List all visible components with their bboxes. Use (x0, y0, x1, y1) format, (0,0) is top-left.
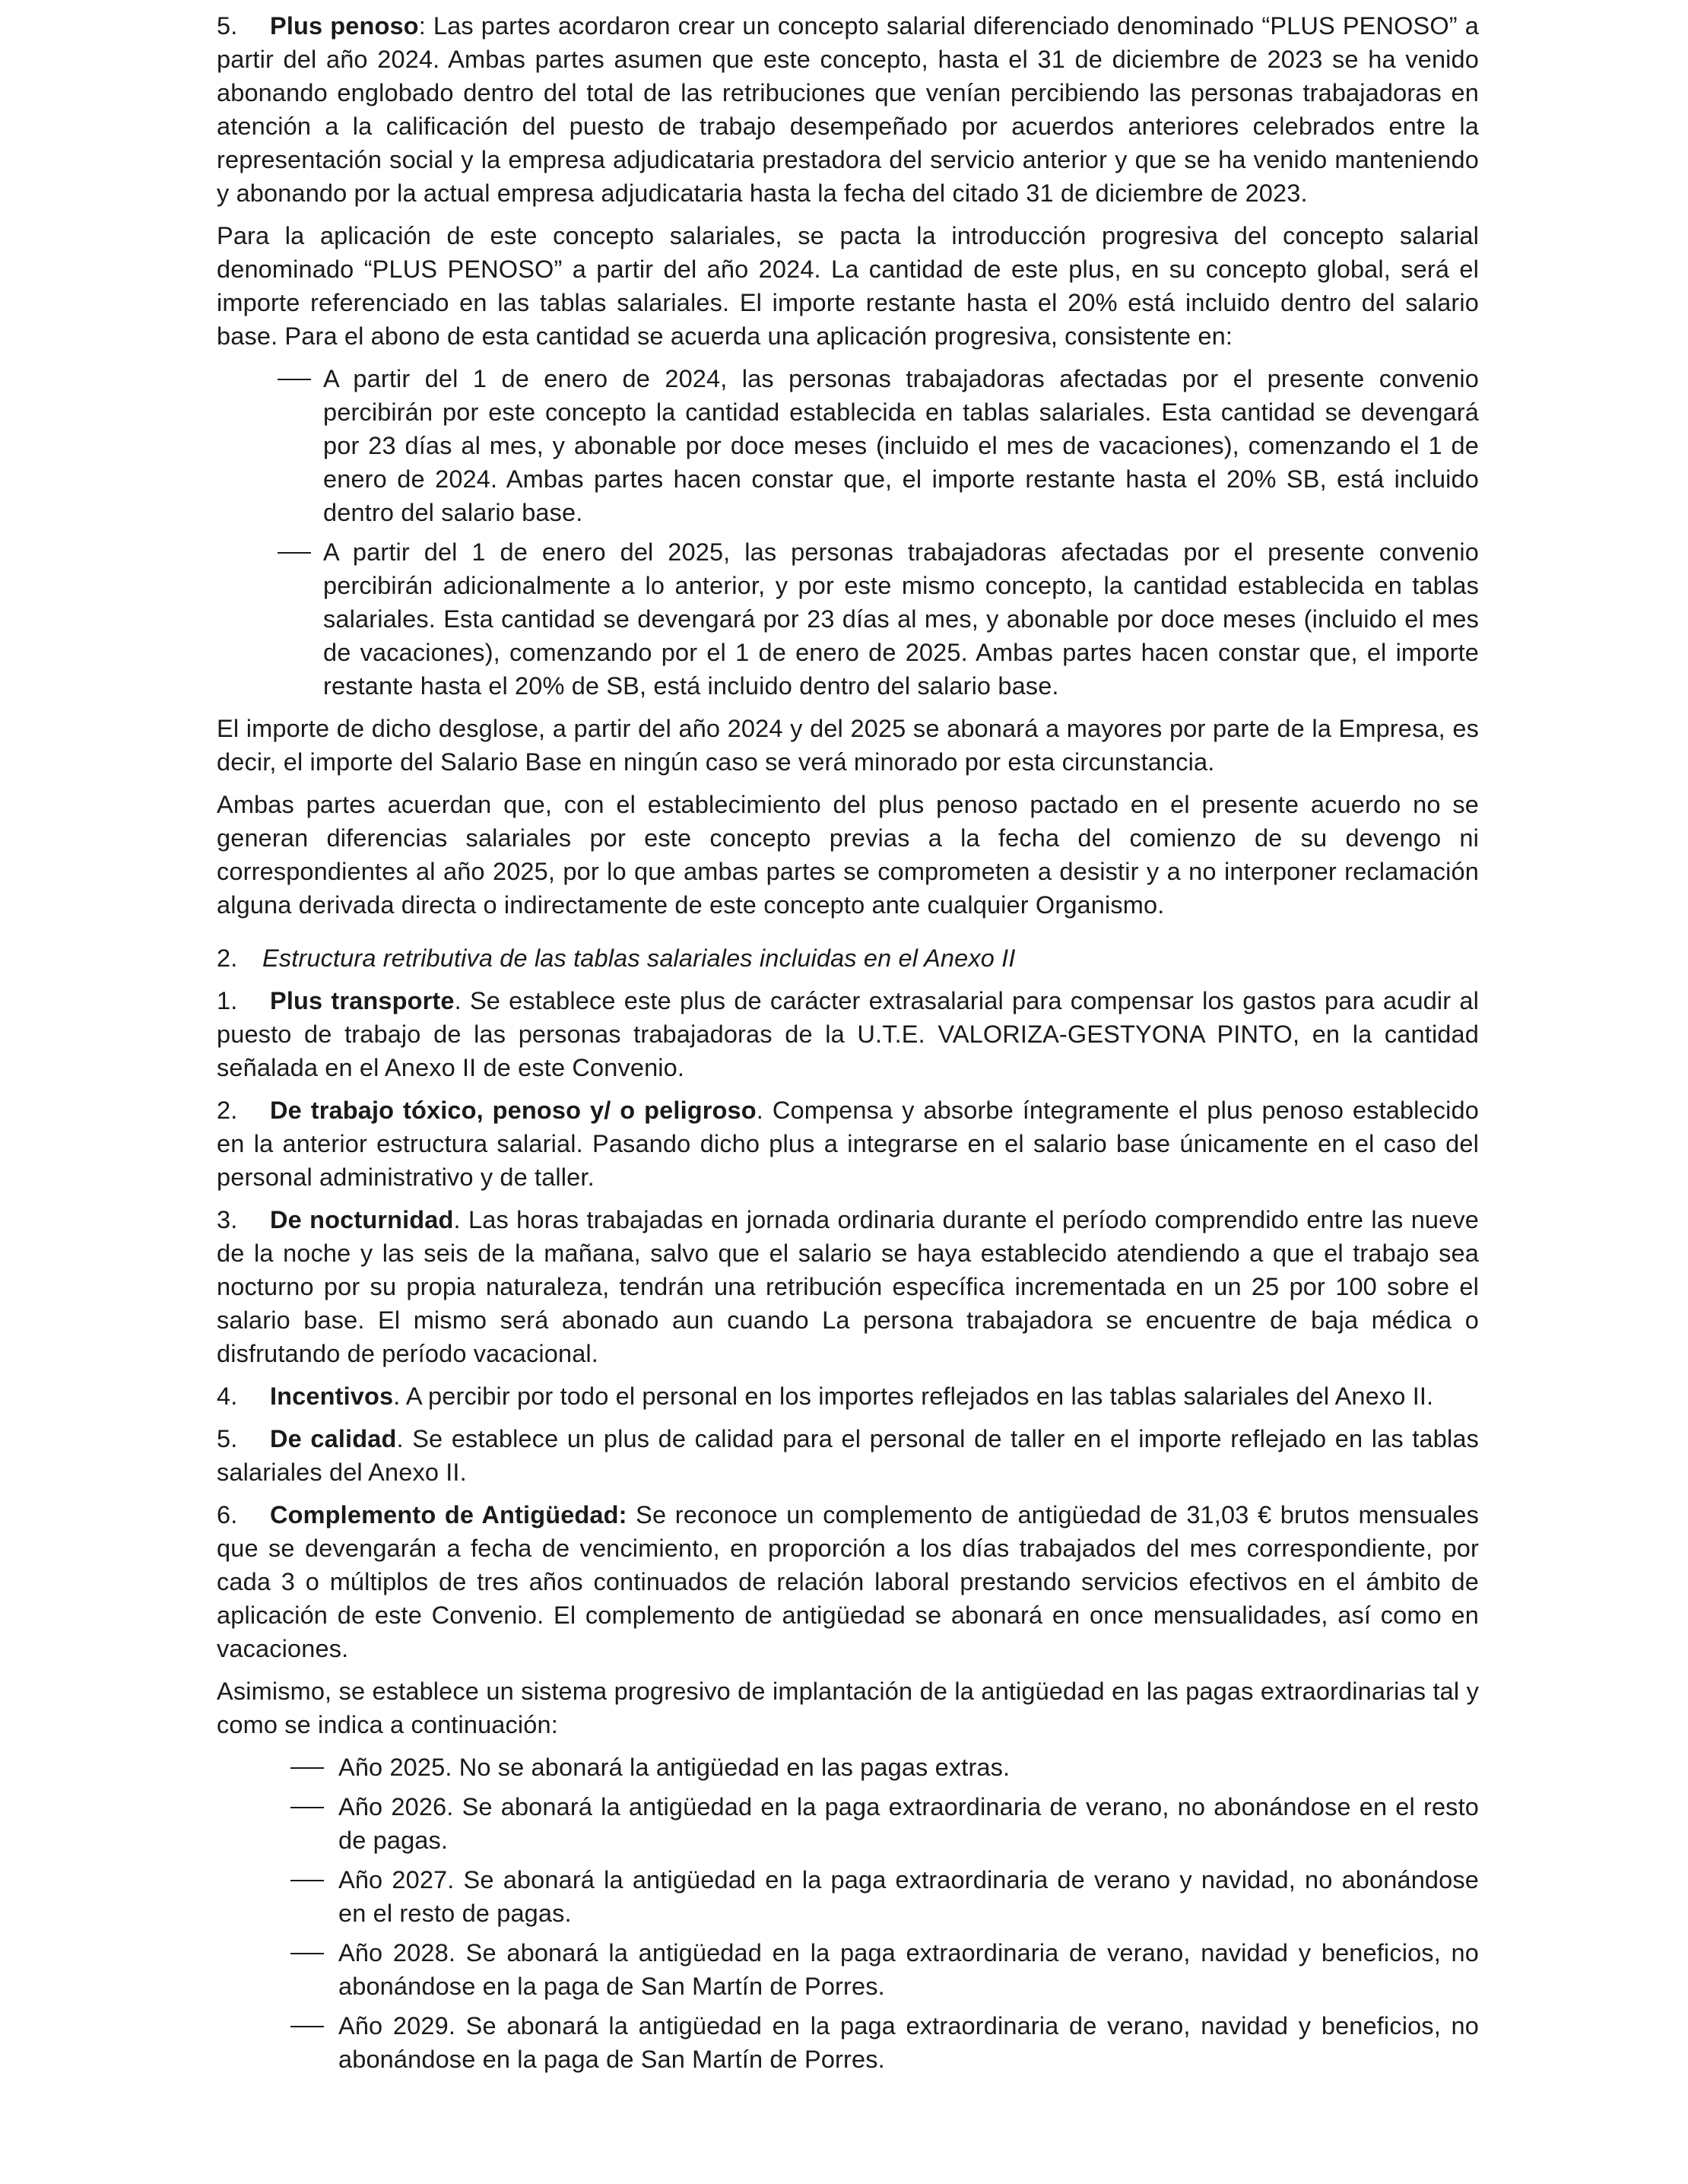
item-incentivos (217, 1379, 1479, 1413)
item-number: 6. (217, 1501, 238, 1528)
item-number: 4. (217, 1382, 238, 1410)
list-item-text: Año 2028. Se abonará la antigüedad en la paga extraordinaria de verano, navidad y beneficios, no abonándose en la paga de San Martín de Porres. (338, 1939, 1479, 2000)
item-number: 1. (217, 987, 238, 1014)
list-item-text: A partir del 1 de enero del 2025, las personas trabajadoras afectadas por el presente convenio percibirán adicionalmente a lo anterior, y por este mismo concepto, la cantidad establecida en tablas salariales. Esta cantidad se devengará por 23 días al mes, y abonable por doce meses (incluido el mes de vacaciones), comenzando por el 1 de enero de 2025. Ambas partes hacen constar que, el importe restante hasta el 20% de SB, está incluido dentro del salario base. (323, 538, 1479, 700)
item-title: Incentivos (270, 1382, 394, 1410)
item-plus-transporte (217, 984, 1479, 1084)
item-text: Se reconoce un complemento de antigüedad de 31,03 € brutos mensuales que se devengarán a fecha de vencimiento, en proporción a los días trabajados del mes correspondiente, por cada 3 o múltiplos de tres años continuados de relación laboral prestando servicios efectivos en el ámbito de aplicación de este Convenio. El complemento de antigüedad se abonará en once mensualidades, así como en vacaciones. (217, 1501, 1479, 1662)
section-text: : Las partes acordaron crear un concepto salarial diferenciado denominado “PLUS PENOSO” a partir del año 2024. Ambas partes asumen que este concepto, hasta el 31 de diciembre de 2023 se ha venido abonando englobado dentro del total de las retribuciones que venían percibiendo las personas trabajadoras en atención a la calificación del puesto de trabajo desempeñado por acuerdos anteriores celebrados entre la representación social y la empresa adjudicataria prestadora del servicio anterior y que se ha venido manteniendo y abonando por la actual empresa adjudicataria hasta la fecha del citado 31 de diciembre de 2023. (217, 12, 1480, 207)
paragraph-aplicacion: Para la aplicación de este concepto salariales, se pacta la introducción progresiva del concepto salarial denominado “PLUS PENOSO” a partir del año 2024. La cantidad de este plus, en su concepto global, será el importe referenciado en las tablas salariales. El importe restante hasta el 20% está incluido dentro del salario base. Para el abono de esta cantidad se acuerda una aplicación progresiva, consistente en: (217, 222, 1479, 350)
item-number: 5. (217, 1425, 238, 1452)
item-title: De trabajo tóxico, penoso y/ o peligroso (270, 1097, 757, 1124)
list-item-text: A partir del 1 de enero de 2024, las personas trabajadoras afectadas por el presente convenio percibirán por este concepto la cantidad establecida en tablas salariales. Esta cantidad se devengará por 23 días al mes, y abonable por doce meses (incluido el mes de vacaciones), comenzando el 1 de enero de 2024. Ambas partes hacen constar que, el importe restante hasta el 20% SB, está incluido dentro del salario base. (323, 365, 1479, 526)
list-item (217, 1936, 1479, 2003)
list-item (217, 1863, 1479, 1930)
paragraph-importe: El importe de dicho desglose, a partir del año 2024 y del 2025 se abonará a mayores por parte de la Empresa, es decir, el importe del Salario Base en ningún caso se verá minorado por esta circunstancia. (217, 715, 1479, 776)
item-text: . Las horas trabajadas en jornada ordinaria durante el período comprendido entre las nueve de la noche y las seis de la mañana, salvo que el salario se haya establecido atendiendo a que el trabajo sea nocturno por su propia naturaleza, tendrán una retribución específica incrementada en un 25 por 100 sobre el salario base. El mismo será abonado aun cuando La persona trabajadora se encuentre de baja médica o disfrutando de período vacacional. (217, 1206, 1479, 1367)
item-text: . A percibir por todo el personal en los importes reflejados en las tablas salariales del Anexo II. (393, 1382, 1434, 1410)
item-text: . Se establece un plus de calidad para el personal de taller en el importe reflejado en las tablas salariales del Anexo II. (217, 1425, 1479, 1486)
paragraph-asimismo: Asimismo, se establece un sistema progresivo de implantación de la antigüedad en las pagas extraordinarias tal y como se indica a continuación: (217, 1678, 1479, 1738)
list-item (217, 2009, 1479, 2076)
item-number: 2. (217, 1097, 238, 1124)
heading-text: Estructura retributiva de las tablas salariales incluidas en el Anexo II (262, 944, 1016, 972)
item-title: De nocturnidad (270, 1206, 454, 1233)
item-number: 3. (217, 1206, 238, 1233)
list-item-text: Año 2029. Se abonará la antigüedad en la paga extraordinaria de verano, navidad y beneficios, no abonándose en la paga de San Martín de Porres. (338, 2012, 1479, 2073)
item-title: Plus transporte (270, 987, 455, 1014)
dash-list-plus-penoso (217, 362, 1479, 703)
item-title: Complemento de Antigüedad: (270, 1501, 627, 1528)
document-page (217, 9, 1479, 2085)
section-number: 5. (217, 12, 238, 40)
item-title: De calidad (270, 1425, 397, 1452)
heading-number: 2. (217, 944, 238, 972)
list-item (217, 1790, 1479, 1857)
list-item-text: Año 2026. Se abonará la antigüedad en la paga extraordinaria de verano, no abonándose en el resto de pagas. (338, 1793, 1479, 1854)
list-item (217, 535, 1479, 703)
item-nocturnidad (217, 1203, 1479, 1370)
section-title: Plus penoso (270, 12, 419, 40)
list-item-text: Año 2027. Se abonará la antigüedad en la paga extraordinaria de verano y navidad, no abonándose en el resto de pagas. (338, 1866, 1479, 1927)
list-item-text: Año 2025. No se abonará la antigüedad en las pagas extras. (338, 1754, 1011, 1781)
list-item (217, 1751, 1479, 1784)
dash-list-antiguedad (217, 1751, 1479, 2076)
item-calidad (217, 1422, 1479, 1489)
section-plus-penoso (217, 9, 1479, 210)
item-trabajo-toxico (217, 1094, 1479, 1194)
list-item (217, 362, 1479, 529)
paragraph-acuerdan: Ambas partes acuerdan que, con el establecimiento del plus penoso pactado en el presente acuerdo no se generan diferencias salariales por este concepto previas a la fecha del comienzo de su devengo ni correspondientes al año 2025, por lo que ambas partes se comprometen a desistir y a no interponer reclamación alguna derivada directa o indirectamente de este concepto ante cualquier Organismo. (217, 791, 1479, 919)
heading-estructura-retributiva (217, 941, 1479, 975)
item-text: . Se establece este plus de carácter extrasalarial para compensar los gastos para acudir al puesto de trabajo de las personas trabajadoras de la U.T.E. VALORIZA-GESTYONA PINTO, en la cantidad señalada en el Anexo II de este Convenio. (217, 987, 1479, 1081)
item-antiguedad (217, 1498, 1479, 1665)
item-text: . Compensa y absorbe íntegramente el plus penoso establecido en la anterior estructura salarial. Pasando dicho plus a integrarse en el salario base únicamente en el caso del personal administrativo y de taller. (217, 1097, 1479, 1191)
